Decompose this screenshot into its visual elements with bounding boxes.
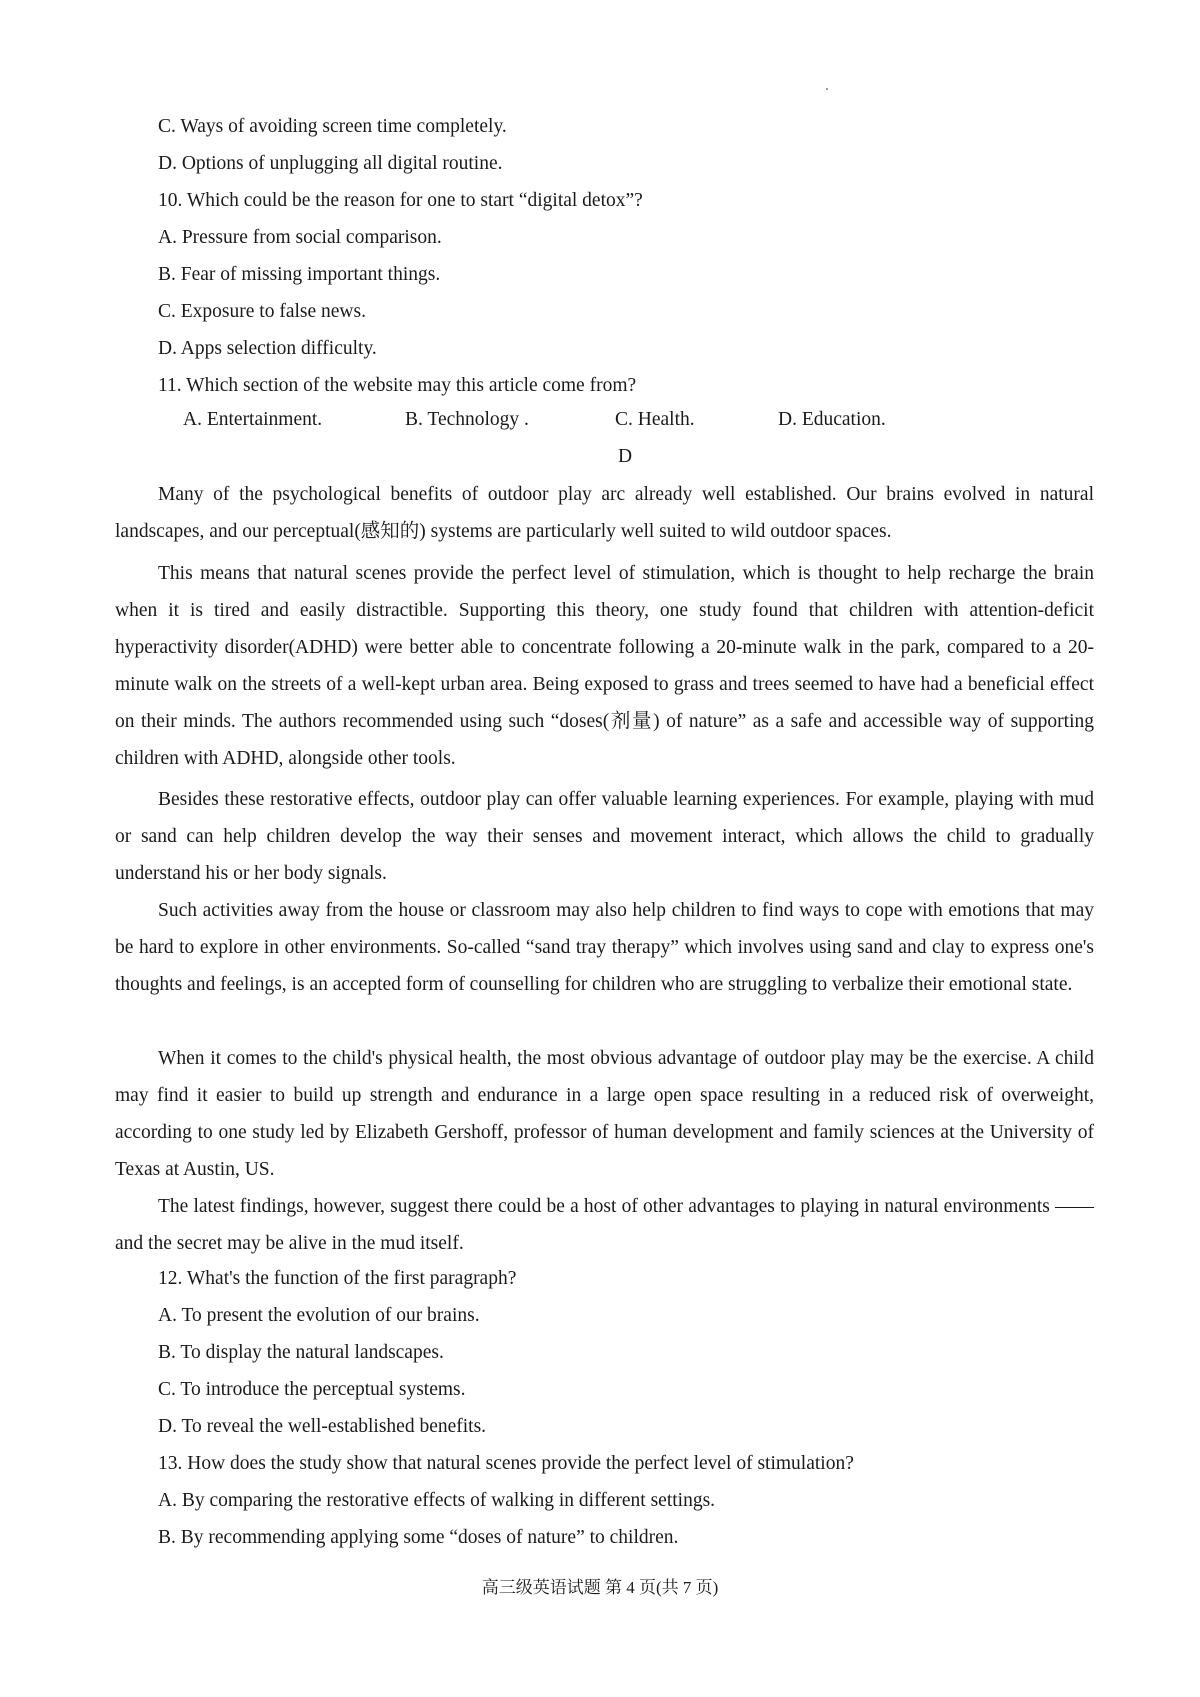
- passage-paragraph-5: When it comes to the child's physical health, the most obvious advantage of outdoor play may be the exercise. A child may find it easier to build up strength and endurance in a large open space resulting in a reduced risk of overweight, according to one study led by Elizabeth Gershoff, professor of human development and family sciences at the University of Texas at Austin, US.: [115, 1048, 1094, 1180]
- passage-paragraph-2: This means that natural scenes provide the perfect level of stimulation, which is thought to help recharge the brain when it is tired and easily distractible. Supporting this theory, one study found that children with attention-deficit hyperactivity disorder(ADHD) were better able to concentrate following a 20-minute walk in the park, compared to a 20-minute walk on the streets of a well-kept urban area. Being exposed to grass and trees seemed to have had a beneficial effect on their minds. The authors recommended using such “doses(剂量) of nature” as a safe and accessible way of supporting children with ADHD, alongside other tools.: [115, 563, 1094, 769]
- q11-option-d: D. Education.: [778, 409, 886, 430]
- scan-speck: [826, 88, 828, 90]
- section-heading: D: [617, 446, 633, 467]
- q12-option-d: D. To reveal the well-established benefits.: [158, 1416, 487, 1437]
- q9-option-d: D. Options of unplugging all digital routine.: [158, 153, 503, 174]
- q12-option-c: C. To introduce the perceptual systems.: [158, 1379, 466, 1400]
- q12-option-a: A. To present the evolution of our brains.: [158, 1305, 480, 1326]
- q13-stem: 13. How does the study show that natural scenes provide the perfect level of stimulation?: [158, 1453, 854, 1474]
- q12-stem: 12. What's the function of the first paragraph?: [158, 1268, 517, 1289]
- q10-option-a: A. Pressure from social comparison.: [158, 227, 442, 248]
- q11-option-a: A. Entertainment.: [183, 409, 323, 430]
- q13-option-b: B. By recommending applying some “doses of nature” to children.: [158, 1527, 679, 1548]
- q13-option-a: A. By comparing the restorative effects of walking in different settings.: [158, 1490, 716, 1511]
- q9-option-c: C. Ways of avoiding screen time completely.: [158, 116, 507, 137]
- q10-option-b: B. Fear of missing important things.: [158, 264, 441, 285]
- q11-stem: 11. Which section of the website may this article come from?: [158, 375, 637, 396]
- passage-paragraph-3: Besides these restorative effects, outdoor play can offer valuable learning experiences. For example, playing with mud or sand can help children develop the way their senses and movement interact, which allows the child to gradually understand his or her body signals.: [115, 789, 1094, 884]
- page-footer: 高三级英语试题 第 4 页(共 7 页): [481, 1578, 719, 1597]
- passage-paragraph-4: Such activities away from the house or classroom may also help children to find ways to cope with emotions that may be hard to explore in other environments. So-called “sand tray therapy” which involves using sand and clay to express one's thoughts and feelings, is an accepted form of counselling for children who are struggling to verbalize their emotional state.: [115, 900, 1094, 995]
- q11-option-b: B. Technology .: [405, 409, 529, 430]
- q11-options: [0, 409, 1200, 435]
- q10-option-d: D. Apps selection difficulty.: [158, 338, 377, 359]
- q10-option-c: C. Exposure to false news.: [158, 301, 366, 322]
- q11-option-c: C. Health.: [615, 409, 695, 430]
- q12-option-b: B. To display the natural landscapes.: [158, 1342, 444, 1363]
- passage-paragraph-6: The latest findings, however, suggest there could be a host of other advantages to playing in natural environments ——and the secret may be alive in the mud itself.: [115, 1196, 1094, 1254]
- q10-stem: 10. Which could be the reason for one to start “digital detox”?: [158, 190, 643, 211]
- passage-paragraph-1: Many of the psychological benefits of outdoor play arc already well established. Our brains evolved in natural landscapes, and our perceptual(感知的) systems are particularly well suited to wild outdoor spaces.: [115, 484, 1094, 542]
